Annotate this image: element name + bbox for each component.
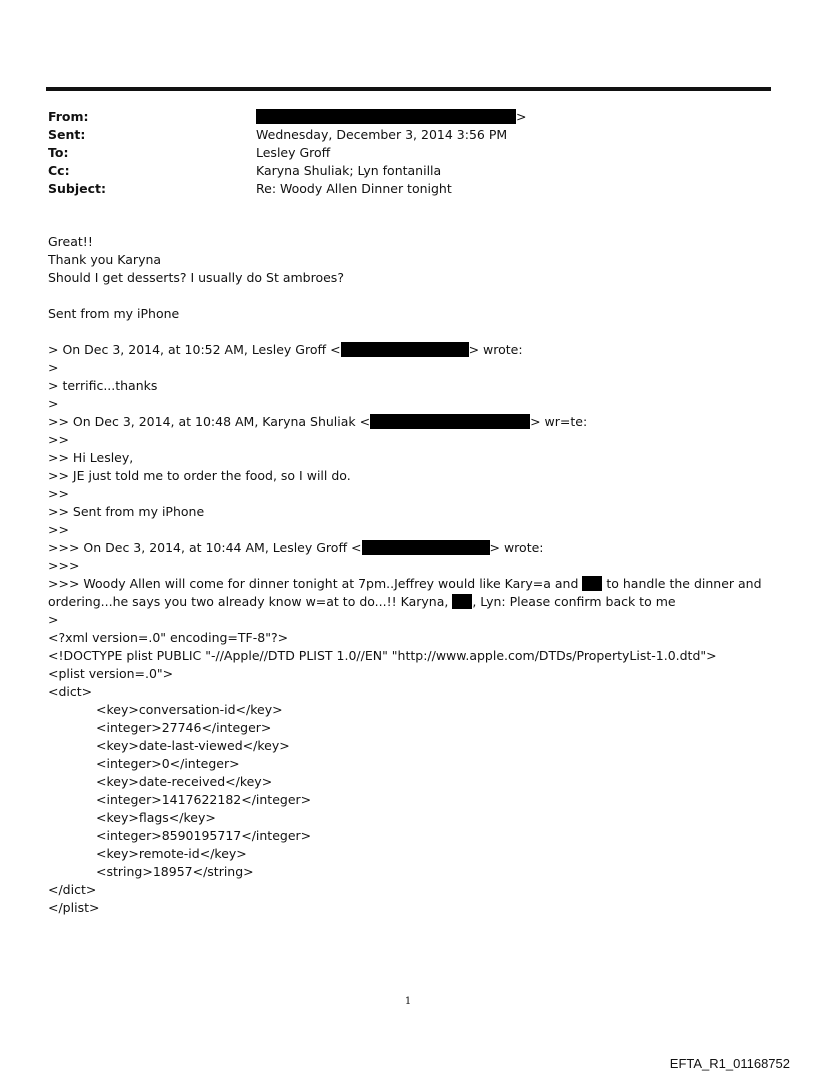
xml-line: <string>18957</string> (96, 864, 254, 879)
xml-line: <integer>0</integer> (96, 756, 240, 771)
xml-line: <plist version=.0"> (48, 666, 174, 681)
xml-line: <key>remote-id</key> (96, 846, 247, 861)
xml-line: <integer>8590195717</integer> (96, 828, 312, 843)
xml-line: <dict> (48, 684, 93, 699)
quote-line: >>> (48, 558, 80, 573)
from-label: From: (48, 109, 89, 124)
quote-line: >> (48, 432, 69, 447)
redaction-box (362, 540, 490, 555)
from-value-suffix: > (516, 109, 527, 124)
body-line: Thank you Karyna (48, 252, 162, 267)
redaction-box (452, 594, 472, 609)
quote-line (48, 413, 788, 431)
quote-paragraph (48, 575, 788, 611)
quote-text: , Lyn: Please confirm back to me (472, 594, 676, 609)
quote-text: > wrote: (468, 342, 523, 357)
cc-value: Karyna Shuliak; Lyn fontanilla (256, 163, 442, 178)
quote-text: > wrote: (489, 540, 544, 555)
quote-line: >> Sent from my iPhone (48, 504, 205, 519)
quote-text: >> On Dec 3, 2014, at 10:48 AM, Karyna Shuliak < (48, 414, 371, 429)
quote-text: >>> Woody Allen will come for dinner tonight at 7pm..Jeffrey would like Kary=a and (48, 576, 583, 591)
quote-line: > (48, 612, 59, 627)
quote-text: > On Dec 3, 2014, at 10:52 AM, Lesley Groff < (48, 342, 341, 357)
xml-line: </plist> (48, 900, 100, 915)
quote-text: to handle the dinner and ordering...he says you two already know w=at to do...!! Karyna, (48, 576, 762, 609)
xml-line: <key>flags</key> (96, 810, 216, 825)
to-value: Lesley Groff (256, 145, 331, 160)
xml-line: <integer>27746</integer> (96, 720, 272, 735)
redaction-box (256, 109, 516, 124)
header-rule (46, 87, 771, 91)
quote-line: >> (48, 486, 69, 501)
quote-line: > (48, 396, 59, 411)
quote-line: > (48, 360, 59, 375)
sent-value: Wednesday, December 3, 2014 3:56 PM (256, 127, 508, 142)
to-label: To: (48, 145, 69, 160)
xml-line: <key>date-received</key> (96, 774, 273, 789)
quote-line: > terrific...thanks (48, 378, 158, 393)
xml-line: <integer>1417622182</integer> (96, 792, 312, 807)
xml-line: <key>date-last-viewed</key> (96, 738, 290, 753)
xml-line: <!DOCTYPE plist PUBLIC "-//Apple//DTD PLIST 1.0//EN" "http://www.apple.com/DTDs/PropertyList-1.0.dtd"> (48, 648, 717, 663)
quote-text: > wr=te: (530, 414, 588, 429)
from-value (256, 108, 526, 126)
xml-line: <key>conversation-id</key> (96, 702, 283, 717)
subject-label: Subject: (48, 181, 106, 196)
sent-label: Sent: (48, 127, 86, 142)
document-id: EFTA_R1_01168752 (669, 1056, 790, 1071)
redaction-box (370, 414, 530, 429)
subject-value: Re: Woody Allen Dinner tonight (256, 181, 452, 196)
quote-line (48, 539, 788, 557)
body-line: Should I get desserts? I usually do St ambroes? (48, 270, 344, 285)
quote-line: >> Hi Lesley, (48, 450, 134, 465)
email-body (48, 233, 788, 917)
quote-line: >> JE just told me to order the food, so I will do. (48, 468, 351, 483)
quote-line: >> (48, 522, 69, 537)
xml-line: <?xml version=.0" encoding=TF-8"?> (48, 630, 289, 645)
xml-line: </dict> (48, 882, 97, 897)
page-number: 1 (404, 996, 412, 1007)
redaction-box (582, 576, 602, 591)
quote-text: >>> On Dec 3, 2014, at 10:44 AM, Lesley Groff < (48, 540, 362, 555)
redaction-box (341, 342, 469, 357)
quote-line (48, 341, 788, 359)
body-line: Great!! (48, 234, 93, 249)
signature-line: Sent from my iPhone (48, 306, 180, 321)
cc-label: Cc: (48, 163, 70, 178)
